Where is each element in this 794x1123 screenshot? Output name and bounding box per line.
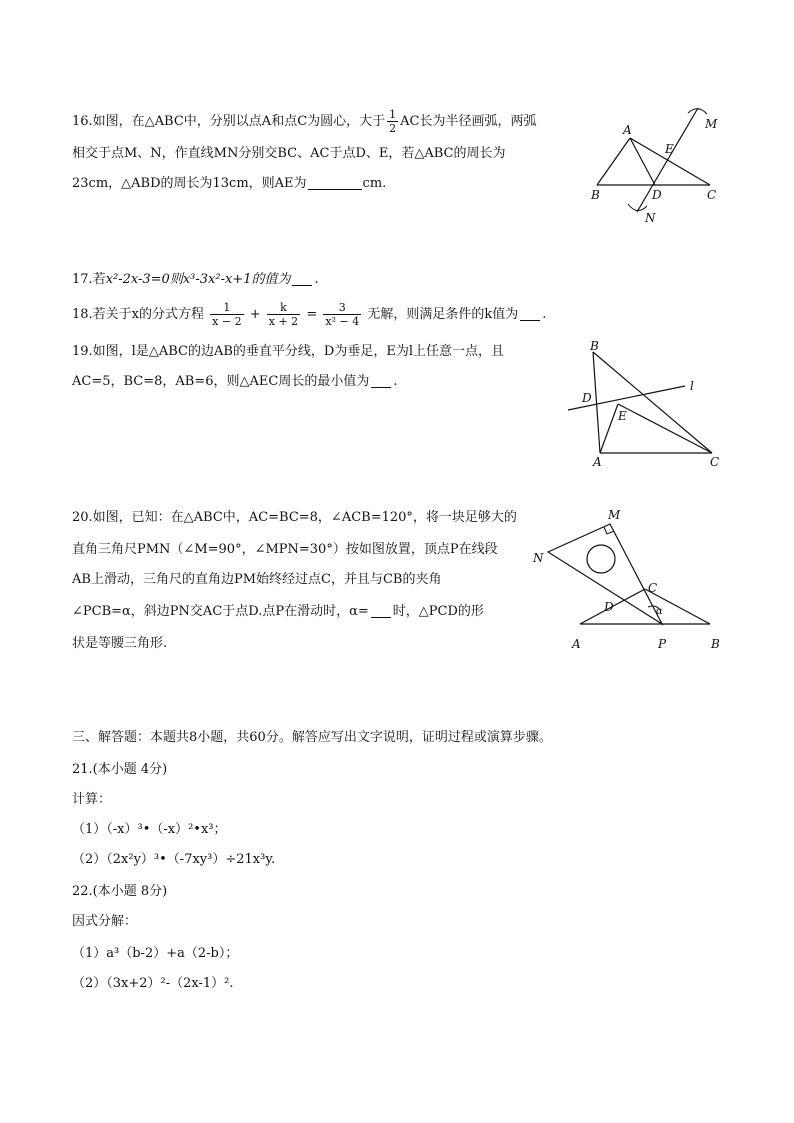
label-d: D (582, 391, 592, 405)
q16-line1: 16.如图，在△ABC中，分别以点A和点C为圆心，大于 $\frac{1}{2}$ AC长为半径画弧，两弧 (72, 108, 537, 135)
q16-line2: 相交于点M、N，作直线MN分别交BC、AC于点D、E，若△ABC的周长为 (72, 146, 506, 161)
q17-line: 17.若x²-2x-3=0则x³-3x²-x+1的值为 . (72, 272, 319, 287)
label-d: D (652, 188, 662, 202)
answer-blank (292, 284, 312, 286)
label-p: P (658, 637, 667, 651)
q19-line2: AC=5，BC=8，AB=6，则△AEC周长的最小值为 . (72, 374, 398, 389)
q21-part2: （2）（2x²y）³•（-7xy³）÷21x³y. (72, 852, 276, 867)
q20-line4: ∠PCB=α，斜边PN交AC于点D.点P在滑动时，α= 时，△PCD的形 (72, 604, 484, 619)
q21-instruction: 计算： (72, 792, 112, 807)
q18-line: 18.若关于x的分式方程 $\frac{1}{x - 2}$ + $\frac{k}{x + 2}$ = $\frac{3}{\text{x² − 4}}$ 无解，则满足条件的k值为 . (72, 301, 547, 328)
q22-instruction: 因式分解： (72, 914, 138, 929)
q19-figure (560, 338, 730, 476)
q20-line1: 20.如图，已知：在△ABC中，AC=BC=8，∠ACB=120°，将一块足够大的 (72, 510, 517, 525)
q20-line5: 状是等腰三角形. (72, 636, 168, 651)
answer-blank (371, 386, 391, 388)
answer-blank (371, 616, 391, 618)
q22-part1: （1）a³（b-2）+a（2-b）； (72, 946, 239, 961)
label-l: l (690, 379, 694, 393)
q22-heading: 22.(本小题 8分) (72, 884, 168, 899)
q20-line3: AB上滑动，三角尺的直角边PM始终经过点C，并且与CB的夹角 (72, 572, 442, 587)
label-c: C (710, 455, 720, 469)
q20-figure (528, 506, 728, 654)
q19-line1: 19.如图，l是△ABC的边AB的垂直平分线，D为垂足，E为l上任意一点，且 (72, 344, 504, 359)
q21-heading: 21.(本小题 4分) (72, 762, 168, 777)
q16-figure (585, 100, 730, 230)
label-n: N (645, 211, 656, 225)
label-n: N (533, 551, 544, 565)
label-b: B (591, 188, 600, 202)
label-a: A (572, 637, 581, 651)
label-m: M (705, 117, 718, 131)
label-alpha: α (656, 606, 663, 617)
label-d: D (604, 600, 614, 614)
fraction-3: $\frac{3}{\text{x² − 4}}$ (325, 301, 360, 328)
answer-blank (308, 188, 362, 190)
label-b: B (590, 339, 599, 353)
label-a: A (593, 455, 602, 469)
q21-part1: （1）（-x）³•（-x）²•x³； (72, 822, 227, 837)
fraction-half: $\frac{1}{2}$ (389, 108, 397, 135)
label-c: C (648, 581, 658, 595)
fraction-2: $\frac{k}{x + 2}$ (268, 301, 299, 328)
section3-title: 三、解答题：本题共8小题，共60分。解答应写出文字说明，证明过程或演算步骤。 (72, 730, 552, 745)
fraction-1: $\frac{1}{x - 2}$ (212, 301, 242, 328)
label-c: C (707, 188, 717, 202)
label-m: M (608, 508, 621, 522)
q20-line2: 直角三角尺PMN（∠M=90°，∠MPN=30°）按如图放置，顶点P在线段 (72, 542, 498, 557)
label-e: E (665, 142, 674, 156)
answer-blank (520, 319, 540, 321)
label-e: E (618, 409, 627, 423)
q22-part2: （2）（3x+2）²-（2x-1）². (72, 976, 234, 991)
label-b: B (711, 637, 720, 651)
q16-line3: 23cm，△ABD的周长为13cm，则AE为 cm. (72, 176, 387, 191)
label-a: A (623, 123, 632, 137)
